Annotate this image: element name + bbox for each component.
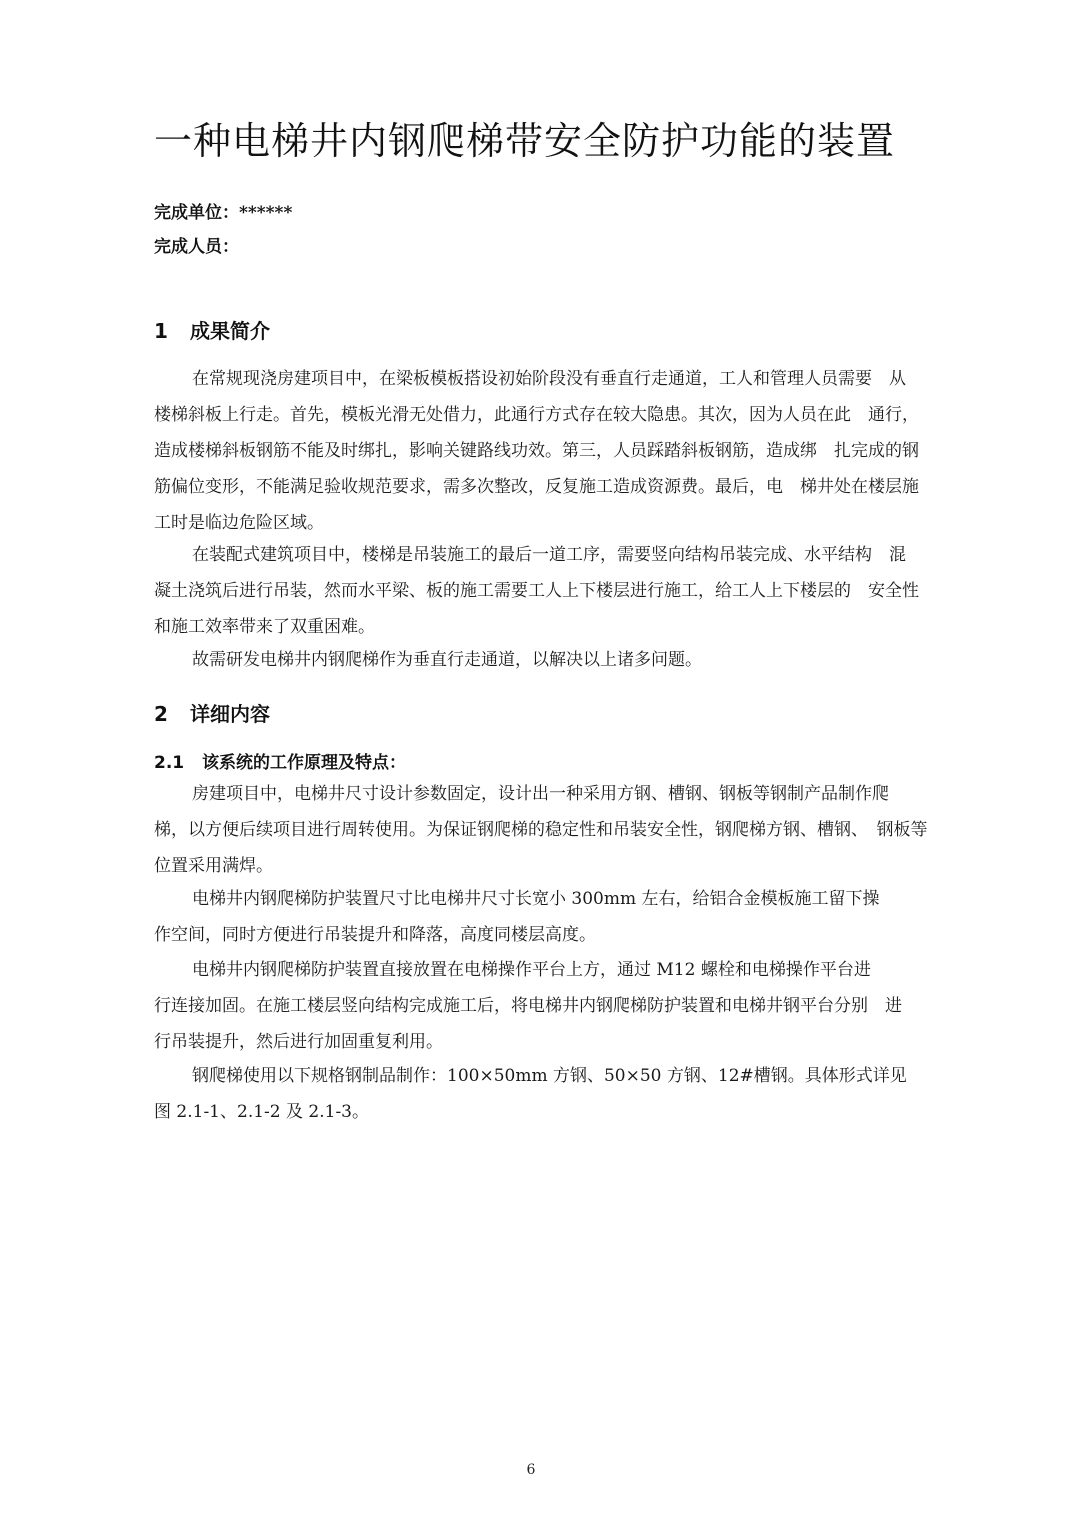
completion-person xyxy=(154,232,239,257)
text-line: 工时是临边危险区域。 xyxy=(154,513,324,533)
text-line: 在常规现浇房建项目中，在梁板模板搭设初始阶段没有垂直行走通道，工人和管理人员需要 从 xyxy=(192,369,906,389)
text-line: 故需研发电梯井内钢爬梯作为垂直行走通道，以解决以上诸多问题。 xyxy=(192,650,702,670)
text-line: 作空间，同时方便进行吊装提升和降落，高度同楼层高度。 xyxy=(154,925,596,945)
section-1-heading xyxy=(154,315,270,344)
section-2-heading xyxy=(154,698,270,727)
section-1-paragraph-3 xyxy=(154,642,954,678)
text-line: 位置采用满焊。 xyxy=(154,856,273,876)
subsection-2-1-number: 2.1 xyxy=(154,753,185,773)
section-1-paragraph-1 xyxy=(154,361,954,541)
text-line: 梯，以方便后续项目进行周转使用。为保证钢爬梯的稳定性和吊装安全性，钢爬梯方钢、槽钢、 钢板等 xyxy=(154,820,928,840)
section-1-paragraph-2 xyxy=(154,537,954,645)
subsection-2-1-paragraph-1 xyxy=(154,776,954,884)
text-line: 和施工效率带来了双重困难。 xyxy=(154,617,375,637)
text-line: 在装配式建筑项目中，楼梯是吊装施工的最后一道工序，需要竖向结构吊装完成、水平结构 混 xyxy=(192,545,906,565)
completion-unit xyxy=(154,198,292,223)
text-line: 钢爬梯使用以下规格钢制品制作：100×50mm 方钢、50×50 方钢、12#槽钢。具体形式详见 xyxy=(192,1066,907,1086)
subsection-2-1-heading xyxy=(154,748,406,773)
completion-person-label: 完成人员： xyxy=(154,237,239,257)
text-line: 电梯井内钢爬梯防护装置尺寸比电梯井尺寸长宽小 300mm 左右，给铝合金模板施工留下操 xyxy=(192,889,880,909)
subsection-2-1-paragraph-4 xyxy=(154,1058,954,1130)
text-line: 筋偏位变形，不能满足验收规范要求，需多次整改，反复施工造成资源费。最后，电 梯井处在楼层施 xyxy=(154,477,919,497)
section-1-title: 成果简介 xyxy=(190,319,270,343)
document-title: 一种电梯井内钢爬梯带安全防护功能的装置 xyxy=(154,119,896,163)
text-line: 楼梯斜板上行走。首先，模板光滑无处借力，此通行方式存在较大隐患。其次，因为人员在此 通行， xyxy=(154,405,919,425)
subsection-2-1-paragraph-3 xyxy=(154,952,954,1060)
text-line: 行吊装提升，然后进行加固重复利用。 xyxy=(154,1032,443,1052)
section-2-title: 详细内容 xyxy=(190,702,270,726)
subsection-2-1-title: 该系统的工作原理及特点： xyxy=(202,753,406,773)
text-line: 图 2.1-1、2.1-2 及 2.1-3。 xyxy=(154,1102,369,1122)
page-number: 6 xyxy=(526,1462,536,1478)
subsection-2-1-paragraph-2 xyxy=(154,881,954,953)
text-line: 房建项目中，电梯井尺寸设计参数固定，设计出一种采用方钢、槽钢、钢板等钢制产品制作爬 xyxy=(192,784,889,804)
text-line: 行连接加固。在施工楼层竖向结构完成施工后，将电梯井内钢爬梯防护装置和电梯井钢平台分别 进 xyxy=(154,996,902,1016)
completion-unit-value: ****** xyxy=(239,203,293,223)
text-line: 造成楼梯斜板钢筋不能及时绑扎，影响关键路线功效。第三，人员踩踏斜板钢筋，造成绑 扎完成的钢 xyxy=(154,441,919,461)
completion-unit-label: 完成单位： xyxy=(154,203,239,223)
section-1-number: 1 xyxy=(154,319,168,343)
text-line: 电梯井内钢爬梯防护装置直接放置在电梯操作平台上方，通过 M12 螺栓和电梯操作平台进 xyxy=(192,960,871,980)
section-2-number: 2 xyxy=(154,702,168,726)
text-line: 凝土浇筑后进行吊装，然而水平梁、板的施工需要工人上下楼层进行施工，给工人上下楼层的 安全性 xyxy=(154,581,919,601)
